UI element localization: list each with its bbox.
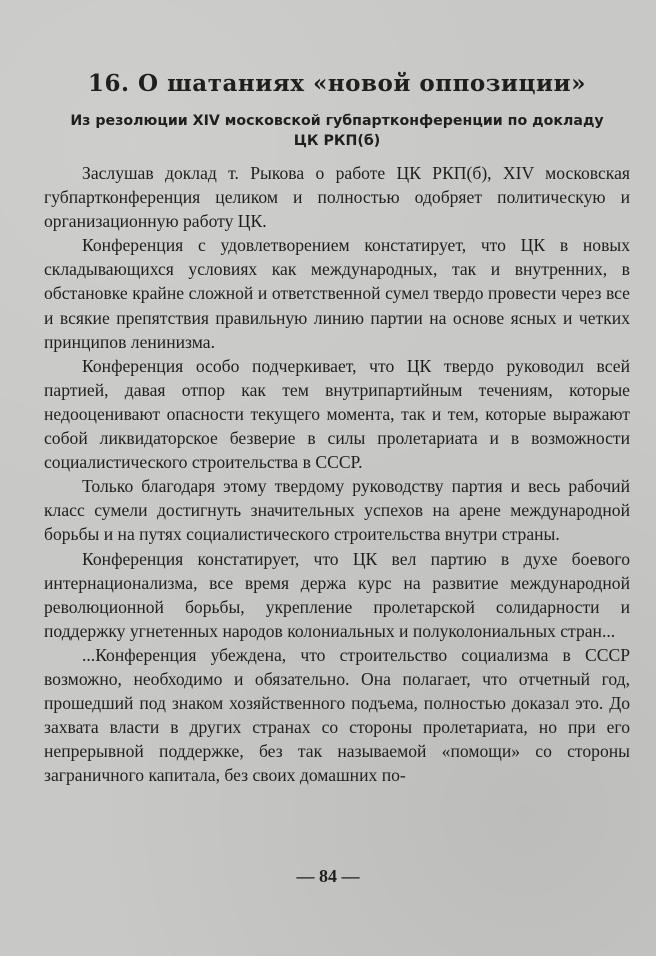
subtitle-line-2: ЦК РКП(б)	[293, 133, 381, 149]
page-number: — 84 —	[296, 866, 360, 886]
paragraph-5: Конференция констатирует, что ЦК вел партию в духе боевого интернационализма, все время держа курс на развитие международной революционной борьбы, укрепление пролетарской солидарности и поддержку угнетенных народов колониальных и полуколониальных стран...	[44, 548, 630, 641]
paragraph-2: Конференция с удовлетворением констатирует, что ЦК в новых складывающихся условиях как международных, так и внутренних, в обстановке крайне сложной и ответственной сумел твердо провести через все и всякие препятствия правильную линию партии на основе ясных и четких принципов ленинизма.	[44, 235, 630, 352]
paragraph-4: Только благодаря этому твердому руководству партия и весь рабочий класс сумели достигнуть значительных успехов на арене международной борьбы и на путях социалистического строительства внутри страны.	[44, 476, 630, 545]
paragraph-3: Конференция особо подчеркивает, что ЦК твердо руководил всей партией, давая отпор как тем внутрипартийным течениям, которые недооценивают опасности текущего момента, так и тем, которые выражают собой ликвидаторское безверие в силы пролетариата и в возможности социалистического строительства в СССР.	[44, 355, 630, 473]
paragraph-6: ...Конференция убеждена, что строительство социализма в СССР возможно, необходимо и обязательно. Она полагает, что отчетный год, прошедший под знаком хозяйственного подъема, полностью доказал это. До захвата власти в других странах со стороны пролетариата, но при его непрерывной поддержке, без так называемой «помощи» со стороны заграничного капитала, без своих домашних по-	[44, 644, 630, 786]
section-title: 16. О шатаниях «новой оппозиции»	[88, 70, 586, 97]
subtitle-line-1: Из резолюции XIV московской губпартконференции по докладу	[70, 113, 604, 129]
section-subtitle	[44, 111, 630, 151]
paragraph-1: Заслушав доклад т. Рыкова о работе ЦК РКП(б), XIV московская губпартконференция целиком и полностью одобряет политическую и организационную работу ЦК.	[44, 163, 630, 232]
body-text	[44, 161, 630, 787]
